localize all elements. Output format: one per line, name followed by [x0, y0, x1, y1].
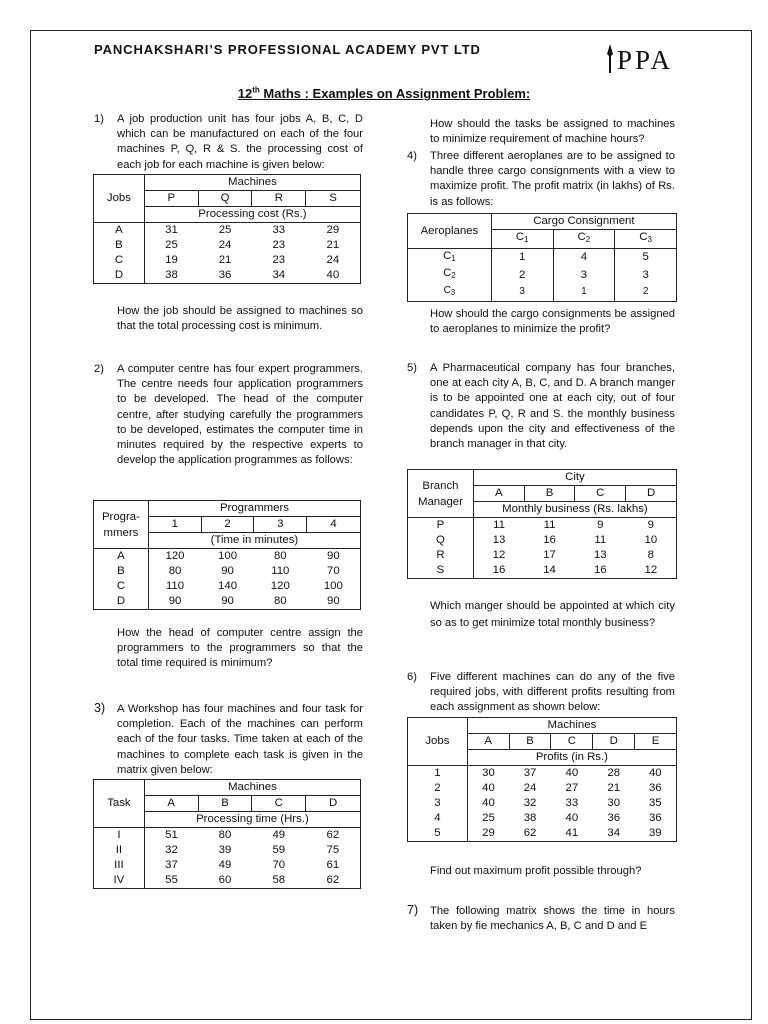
- table-cell: 140: [218, 580, 238, 593]
- table-cell: 58: [252, 873, 306, 889]
- table-unit: Processing time (Hrs.): [144, 812, 360, 828]
- table-cell: $C_2$: [408, 266, 492, 284]
- problem-4-number: 4): [407, 150, 417, 162]
- table-cell: 2: [201, 517, 254, 533]
- table-cell: 34: [593, 826, 635, 842]
- table-cell: 100: [201, 549, 254, 565]
- problem-2-number: 2): [94, 363, 104, 375]
- table-row: [94, 828, 361, 844]
- problem-6-question: Find out maximum profit possible through?: [430, 865, 642, 877]
- table-cell: B: [509, 734, 551, 750]
- table-group-header: Cargo Consignment: [491, 214, 676, 230]
- table-cell: 1: [491, 248, 553, 266]
- table-cell: B: [524, 486, 575, 502]
- table-cell: 2: [491, 266, 553, 284]
- problem-7-text: The following matrix shows the time in hours taken by fie mechanics A, B, C and D and E: [430, 905, 675, 933]
- table-unit: Processing cost (Rs.): [144, 207, 360, 223]
- table-cell: 80: [254, 594, 307, 610]
- table-row: [408, 796, 677, 811]
- problem-1-question: How the job should be assigned to machines so that the total processing cost is minimum.: [117, 305, 363, 333]
- table-row: [94, 858, 361, 873]
- table-row: [408, 266, 677, 284]
- table-cell: 36: [635, 781, 677, 796]
- table-cell: 12: [626, 563, 677, 579]
- table-cell: 16: [473, 563, 524, 579]
- table-cell: B: [94, 564, 149, 579]
- table-cell: 31: [144, 223, 198, 239]
- table-cell: C: [94, 579, 149, 594]
- table-cell: 32: [523, 797, 537, 810]
- academy-title: PANCHAKSHARI’S PROFESSIONAL ACADEMY PVT LTD: [94, 42, 481, 57]
- problem-5-text: A Pharmaceutical company has four branches, one at each city A, B, C, and D. A branch manger is to be appointed one at each city, out of four candidates P, Q, R and S. the monthly business depends upon the city and effectiveness of the branch manager in that city.: [430, 362, 675, 451]
- table-cell: S: [408, 563, 474, 579]
- table-cell: 13: [593, 549, 607, 562]
- problem-3-number: 3): [94, 701, 106, 715]
- table-unit: (Time in minutes): [148, 533, 360, 549]
- table-cell: 17: [543, 549, 556, 562]
- table-cell: 40: [565, 812, 579, 825]
- table-cell: B: [198, 796, 252, 812]
- table-cell: 30: [467, 766, 509, 782]
- table-cell: 16: [543, 534, 556, 547]
- table-cell: 11: [594, 534, 607, 547]
- table-cell: $C_3$: [408, 284, 492, 302]
- table-cell: 75: [306, 843, 361, 858]
- table-cell: 38: [144, 268, 198, 284]
- table-row: [94, 873, 361, 889]
- table-cell: 120: [270, 580, 290, 593]
- table-cell: 4: [408, 811, 468, 826]
- table-cell: C: [551, 734, 593, 750]
- table-cell: 1: [148, 517, 201, 533]
- table-cell: $C_3$: [615, 230, 677, 249]
- table-row: [94, 223, 361, 239]
- table-row: [94, 843, 361, 858]
- table-cell: 90: [201, 594, 254, 610]
- table-cell: 19: [165, 254, 178, 267]
- table-cell: R: [408, 548, 474, 563]
- table-cell: A: [144, 796, 198, 812]
- table-cell: Q: [408, 533, 474, 548]
- problem-6-table: [407, 717, 677, 842]
- problem-4-table: [407, 213, 677, 302]
- table-cell: A: [467, 734, 509, 750]
- table-cell: 4: [307, 517, 361, 533]
- table-cell: 40: [551, 766, 593, 782]
- table-cell: 23: [272, 254, 286, 267]
- logo-text: PPA: [617, 45, 674, 75]
- table-cell: 70: [307, 564, 361, 579]
- table-cell: 11: [524, 518, 575, 534]
- table-unit: Monthly business (Rs. lakhs): [473, 502, 676, 518]
- table-cell: 1: [553, 284, 615, 302]
- table-cell: 32: [165, 844, 178, 857]
- table-row-header: Task: [94, 780, 145, 828]
- problem-3-table: [93, 779, 361, 889]
- problem-5-table: [407, 469, 677, 579]
- table-cell: S: [306, 191, 361, 207]
- table-cell: 33: [252, 223, 306, 239]
- table-row: [94, 579, 361, 594]
- table-cell: 36: [635, 811, 677, 826]
- table-cell: R: [252, 191, 306, 207]
- problem-7-number: 7): [407, 903, 419, 917]
- table-cell: C: [94, 253, 145, 268]
- table-cell: P: [408, 518, 474, 534]
- table-cell: B: [94, 238, 145, 253]
- table-cell: III: [94, 858, 145, 873]
- problem-6-text: Five different machines can do any of the five required jobs, with different profits resulting from each assignment as shown below:: [430, 671, 675, 714]
- table-cell: 9: [626, 518, 677, 534]
- table-group-header: Machines: [144, 175, 360, 191]
- table-cell: E: [635, 734, 677, 750]
- ppa-logo: [604, 42, 673, 74]
- table-cell: 3: [615, 266, 677, 284]
- problem-2-table: [93, 500, 361, 610]
- table-cell: 3: [254, 517, 307, 533]
- table-cell: 24: [218, 239, 232, 252]
- problem-5-number: 5): [407, 362, 417, 374]
- table-group-header: Machines: [144, 780, 360, 796]
- table-row: [408, 248, 677, 266]
- table-row: [94, 549, 361, 565]
- problem-4-text: Three different aeroplanes are to be assigned to handle three cargo consignments with a view to maximize profit. The profit matrix (in lakhs) of Rs. is as follows:: [430, 150, 675, 208]
- table-cell: 36: [607, 812, 621, 825]
- table-cell: 30: [607, 797, 621, 810]
- table-row: [408, 781, 677, 796]
- table-cell: 8: [626, 548, 677, 563]
- table-row: [408, 826, 677, 842]
- table-cell: 23: [272, 239, 286, 252]
- table-cell: 29: [467, 826, 509, 842]
- table-cell: 2: [615, 284, 677, 302]
- table-row: [94, 594, 361, 610]
- table-row: [94, 268, 361, 284]
- table-cell: 34: [252, 268, 306, 284]
- table-cell: 25: [165, 239, 178, 252]
- table-cell: Q: [198, 191, 252, 207]
- table-cell: 40: [306, 268, 361, 284]
- table-cell: P: [144, 191, 198, 207]
- table-cell: 61: [306, 858, 361, 873]
- table-cell: D: [626, 486, 677, 502]
- table-group-header: City: [473, 470, 676, 486]
- table-cell: II: [94, 843, 145, 858]
- problem-2-text: A computer centre has four expert programmers. The centre needs four application programmers to be developed. The head of the computer centre, after studying carefully the programmers to be developed, estimates the computer time in minutes required by the respective experts to develop the application programmes as follows:: [117, 363, 363, 467]
- table-row: [408, 518, 677, 534]
- table-cell: 90: [307, 594, 361, 610]
- table-cell: 80: [254, 549, 307, 565]
- table-unit: Profits (in Rs.): [467, 750, 676, 766]
- table-cell: 62: [306, 828, 361, 844]
- table-row: [408, 563, 677, 579]
- table-cell: 3: [491, 284, 553, 302]
- table-cell: 21: [218, 254, 232, 267]
- table-cell: 35: [635, 796, 677, 811]
- table-row: [408, 284, 677, 302]
- table-cell: 3: [553, 266, 615, 284]
- table-cell: 13: [492, 534, 506, 547]
- table-group-header: Machines: [467, 718, 676, 734]
- table-cell: 21: [306, 238, 361, 253]
- table-cell: 62: [306, 873, 361, 889]
- table-cell: D: [593, 734, 635, 750]
- table-cell: D: [94, 594, 149, 610]
- table-cell: 12: [492, 549, 506, 562]
- table-cell: A: [94, 223, 145, 239]
- table-row: [408, 548, 677, 563]
- table-cell: 49: [252, 828, 306, 844]
- table-cell: 49: [218, 859, 232, 872]
- table-row-header: Jobs: [408, 718, 468, 766]
- table-cell: 3: [408, 796, 468, 811]
- problem-3-question: How should the tasks be assigned to machines to minimize requirement of machine hours?: [430, 118, 675, 146]
- table-cell: 11: [473, 518, 524, 534]
- table-cell: $C_2$: [553, 230, 615, 249]
- table-cell: 25: [482, 812, 495, 825]
- table-cell: 80: [198, 828, 252, 844]
- table-cell: 40: [482, 797, 495, 810]
- pen-nib-icon: [604, 44, 616, 74]
- table-cell: 110: [271, 565, 290, 578]
- table-cell: 59: [272, 844, 286, 857]
- table-cell: D: [306, 796, 361, 812]
- table-cell: 39: [218, 844, 232, 857]
- table-cell: A: [473, 486, 524, 502]
- problem-1-text: A job production unit has four jobs A, B, C, D which can be manufactured on each of the four machines P, Q, R & S. the processing cost of each job for each machine is given below:: [117, 113, 363, 171]
- table-cell: 110: [165, 580, 185, 593]
- table-cell: 60: [198, 873, 252, 889]
- table-cell: 39: [635, 826, 677, 842]
- table-cell: 14: [524, 563, 575, 579]
- table-row-header: Jobs: [94, 175, 145, 223]
- table-cell: 27: [565, 782, 579, 795]
- table-cell: 29: [306, 223, 361, 239]
- table-cell: 80: [168, 565, 182, 578]
- table-cell: 90: [221, 565, 234, 578]
- problem-2-question: How the head of computer centre assign the programmers to the programmers so that the total time required is minimum?: [117, 627, 363, 670]
- table-cell: 120: [148, 549, 201, 565]
- problem-1-number: 1): [94, 113, 104, 125]
- table-cell: 9: [575, 518, 626, 534]
- table-cell: 70: [272, 859, 286, 872]
- table-cell: I: [94, 828, 145, 844]
- problem-4-question: How should the cargo consignments be assigned to aeroplanes to minimize the profit?: [430, 308, 675, 336]
- table-cell: 25: [198, 223, 252, 239]
- table-cell: 28: [593, 766, 635, 782]
- table-row-header: Aeroplanes: [408, 214, 492, 249]
- table-cell: 4: [553, 248, 615, 266]
- problem-6-number: 6): [407, 671, 417, 683]
- table-cell: $C_1$: [491, 230, 553, 249]
- table-cell: 33: [565, 797, 579, 810]
- table-cell: 62: [509, 826, 551, 842]
- table-cell: 5: [615, 248, 677, 266]
- table-cell: 24: [523, 782, 537, 795]
- table-cell: 10: [626, 533, 677, 548]
- table-cell: 51: [144, 828, 198, 844]
- table-row: [408, 533, 677, 548]
- table-row-header: Branch Manager: [408, 470, 474, 518]
- problem-5-question: Which manger should be appointed at which city so as to get minimize total monthly business?: [430, 600, 675, 629]
- table-cell: 21: [607, 782, 621, 795]
- table-row: [94, 564, 361, 579]
- table-cell: 37: [509, 766, 551, 782]
- table-cell: 40: [635, 766, 677, 782]
- table-row: [408, 811, 677, 826]
- table-cell: 38: [523, 812, 537, 825]
- table-cell: IV: [94, 873, 145, 889]
- table-cell: 90: [307, 549, 361, 565]
- table-cell: D: [94, 268, 145, 284]
- table-cell: C: [575, 486, 626, 502]
- table-cell: 41: [551, 826, 593, 842]
- table-cell: 1: [408, 766, 468, 782]
- table-cell: C: [252, 796, 306, 812]
- table-row: [408, 766, 677, 782]
- table-cell: 24: [306, 253, 361, 268]
- table-cell: A: [94, 549, 149, 565]
- table-row: [94, 253, 361, 268]
- table-group-header: Programmers: [148, 501, 360, 517]
- table-cell: 90: [148, 594, 201, 610]
- table-cell: 55: [144, 873, 198, 889]
- problem-3-text: A Workshop has four machines and four task for completion. Each of the machines can perform each of the four tasks. Time taken at each of the machines to complete each task is given in the matrix given below:: [117, 703, 363, 776]
- table-cell: 5: [408, 826, 468, 842]
- table-cell: 2: [408, 781, 468, 796]
- table-cell: $C_1$: [408, 248, 492, 266]
- table-row-header: Progra- mmers: [94, 501, 149, 549]
- table-cell: 37: [165, 859, 178, 872]
- problem-1-table: [93, 174, 361, 284]
- table-cell: 16: [575, 563, 626, 579]
- page-subtitle: 12th Maths : Examples on Assignment Problem:: [237, 86, 531, 102]
- table-row: [94, 238, 361, 253]
- table-cell: 40: [482, 782, 495, 795]
- table-cell: 36: [198, 268, 252, 284]
- table-cell: 100: [307, 579, 361, 594]
